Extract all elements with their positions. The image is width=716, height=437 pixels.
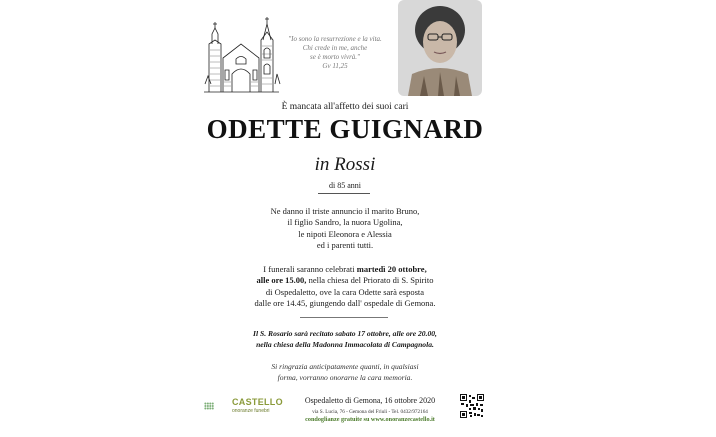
intro-text: È mancata all'affetto dei suoi cari [281,102,409,112]
funeral-line: di Ospedaletto, ove la cara Odette sarà esposta [265,286,425,297]
divider [300,317,388,318]
announcement [210,206,480,251]
church-illustration [203,14,281,94]
announcement-line: il figlio Sandro, la nuora Ugolina, [287,217,403,228]
portrait-photo [398,0,482,96]
scripture-quote [275,35,395,71]
rosary-line: nella chiesa della Madonna Immacolata di Campagnola. [256,339,434,349]
quote-line: Chi crede in me, anche [302,44,368,52]
funeral-date: martedì 20 ottobre, [356,264,427,274]
castello-logo-icon [204,395,232,417]
quote-reference: Gv 11,25 [322,62,348,70]
announcement-line: ed i parenti tutti. [316,239,374,250]
quote-line: "Io sono la resurrezione e la vita. [288,35,382,43]
thanks-line: Si ringrazia anticipatamente quanti, in qualsiasi [271,362,419,371]
deceased-name: ODETTE GUIGNARD [206,114,484,144]
announcement-line: le nipoti Eleonora e Alessia [298,228,392,239]
quote-line: se è morto vivrà." [310,53,360,61]
funeral-line: I funerali saranno celebrati martedì 20 ottobre, [263,264,427,274]
funeral-line: alle ore 15.00, nella chiesa del Priorato di S. Spirito [256,275,434,286]
thanks-line: forma, vorranno onorarne la cara memoria. [277,372,413,382]
announcement-line: Ne danno il triste annuncio il marito Bruno, [270,206,420,216]
logo-name: CASTELLO [232,397,283,407]
rosary-line: Il S. Rosario sarà recitato sabato 17 ottobre, alle ore 20.00, [253,329,437,338]
age: di 85 anni [329,181,361,190]
condolences-link[interactable]: condoglianze gratuite su www.onoranzecastello.it [305,416,435,423]
thanks-note [215,362,475,383]
place-date: Ospedaletto di Gemona, 16 ottobre 2020 [304,396,436,405]
qr-code-icon[interactable] [460,394,484,418]
funeral-details [200,264,490,309]
funeral-line: dalle ore 14.45, giungendo dall' ospedale di Gemona. [254,297,436,308]
rosary-notice [205,329,485,350]
divider [318,193,370,194]
logo-subtitle: onoranze funebri [232,408,270,414]
funeral-time: alle ore 15.00, [256,275,307,286]
married-name: in Rossi [314,154,376,175]
address: via S. Lucia, 76 - Gemona del Friuli - Tel. 0432/972164 [312,409,428,415]
